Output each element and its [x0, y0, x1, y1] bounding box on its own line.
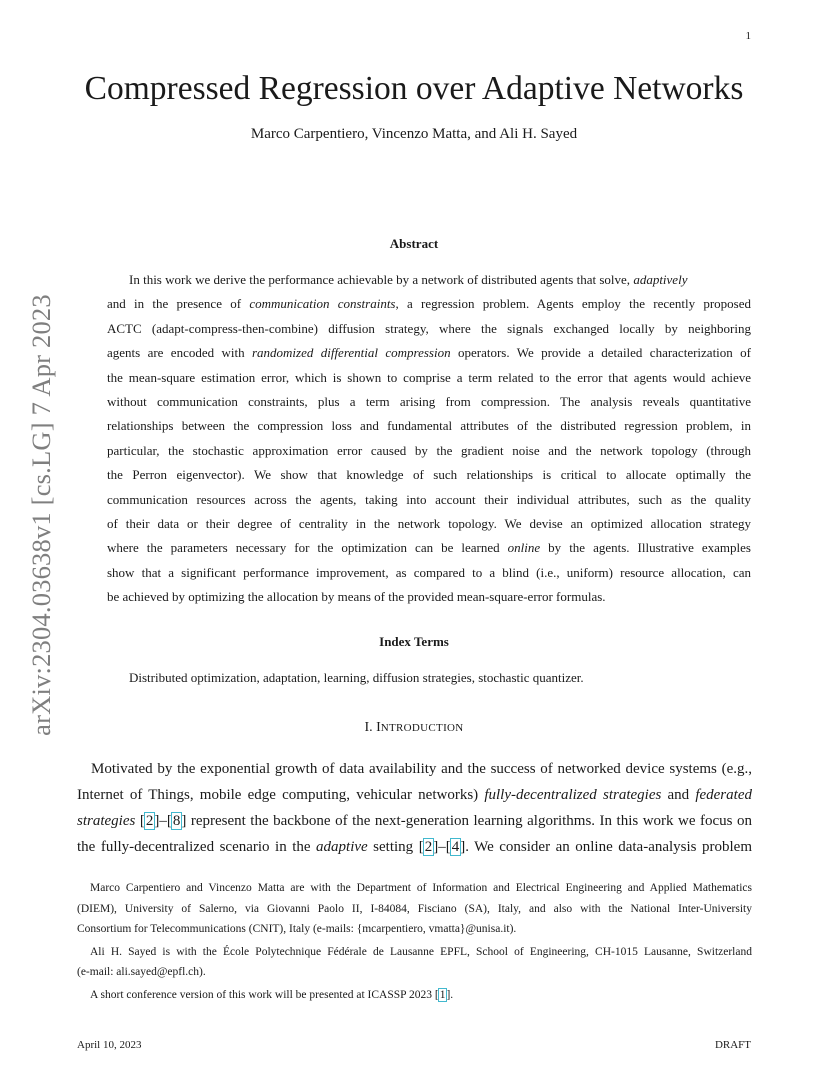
paper-title: Compressed Regression over Adaptive Networks [84, 70, 744, 107]
paper-authors: Marco Carpentiero, Vincenzo Matta, and Ali H. Sayed [250, 126, 578, 142]
abstract-line [107, 268, 751, 292]
citation-link[interactable]: 2 [145, 813, 154, 829]
abstract-text: , a regression problem. Agents employ the recently proposed [395, 296, 751, 312]
abstract-body [107, 268, 751, 609]
arxiv-identifier-stamp: arXiv:2304.03638v1 [cs.LG] 7 Apr 2023 [26, 294, 56, 736]
page-number: 1 [745, 30, 751, 42]
abstract-line: ACTC (adapt-compress-then-combine) diffusion strategy, where the signals exchanged locally by neighboring [107, 320, 751, 336]
intro-emphasis: strategies [77, 813, 136, 829]
abstract-line: communication resources across the agents, taking into account their individual attributes, such as the quality [107, 491, 751, 507]
intro-emphasis: fully-decentralized strategies [484, 787, 662, 803]
abstract-line: be achieved by optimizing the allocation by means of the provided mean-square-error formulas. [107, 589, 606, 605]
index-terms-heading: Index Terms [379, 634, 449, 649]
abstract-emphasis: online [507, 540, 541, 556]
footnote-line: (DIEM), University of Salerno, via Giovanni Paolo II, I-84084, Fisciano (SA), Italy, and also with the National Inter-University [77, 902, 752, 915]
footnote-line: Marco Carpentiero and Vincenzo Matta are with the Department of Information and Electrical Engineering and Applied Mathematics [90, 882, 752, 894]
intro-line [77, 782, 752, 808]
abstract-line [107, 341, 751, 365]
abstract-line [107, 536, 751, 560]
footer-draft-label: DRAFT [714, 1039, 751, 1051]
abstract-text: by the agents. Illustrative examples [540, 540, 751, 556]
intro-emphasis: federated [695, 787, 752, 803]
footnote-text: A short conference version of this work will be presented at ICASSP 2023 [90, 988, 435, 1001]
abstract-line: of their data or their degree of centrality in the network topology. We devise an optimized allocation strategy [107, 515, 751, 531]
section-heading-introduction [0, 720, 828, 736]
section-title-smallcaps: NTRODUCTION [380, 722, 464, 734]
abstract-text: agents are encoded with [107, 345, 252, 361]
abstract-line: the mean-square estimation error, which is shown to comprise a term related to the error that agents would achieve [107, 369, 751, 385]
footnotes [77, 878, 752, 1005]
abstract-text: and in the presence of [107, 296, 250, 312]
footnote-line: (e-mail: ali.sayed@epfl.ch). [77, 966, 206, 978]
intro-line: Motivated by the exponential growth of data availability and the success of networked device systems (e.g., [91, 761, 752, 777]
intro-text: – [159, 813, 167, 829]
citation-link[interactable]: 8 [172, 813, 181, 829]
abstract-emphasis: randomized differential compression [251, 345, 451, 361]
abstract-text: In this work we derive the performance achievable by a network of distributed agents that solve, [129, 272, 634, 287]
section-numeral: I. I [364, 720, 381, 735]
abstract-line [107, 292, 751, 316]
intro-line: strategies [2]–[8] represent the backbone of the next-generation learning algorithms. In this work we focus on [77, 813, 752, 829]
abstract-line: show that a significant performance improvement, as compared to a blind (i.e., uniform) resource allocation, can [107, 564, 751, 580]
intro-text [135, 813, 140, 829]
abstract-line: relationships between the compression loss and fundamental attributes of the distributed regression problem, in [107, 418, 751, 434]
footer-date: April 10, 2023 [77, 1039, 142, 1051]
footnote-text: . [450, 988, 454, 1001]
citation-link[interactable]: 1 [439, 988, 446, 1001]
intro-text: represent the backbone of the next-generation learning algorithms. In this work we focus on [186, 813, 752, 829]
intro-text: Internet of Things, mobile edge computing, vehicular networks) [77, 787, 485, 803]
citation-link[interactable]: 2 [424, 839, 433, 855]
intro-text: the fully-decentralized scenario in the [77, 839, 317, 855]
abstract-emphasis: adaptively [633, 272, 688, 287]
abstract-text: operators. We provide a detailed characterization of [450, 345, 751, 361]
footnote-line: Ali H. Sayed is with the École Polytechnique Fédérale de Lausanne EPFL, School of Engineering, CH-1015 Lausanne, Switzerland [90, 945, 752, 958]
intro-text: and [661, 787, 696, 803]
abstract-heading: Abstract [389, 236, 439, 251]
abstract-line: without communication constraints, plus a term arising from compression. The analysis reveals quantitative [107, 393, 751, 409]
introduction-body [77, 756, 752, 860]
intro-text: setting [367, 839, 419, 855]
intro-line: the fully-decentralized scenario in the adaptive setting [2]–[4]. We consider an online data-analysis problem [77, 839, 753, 855]
index-terms-text: Distributed optimization, adaptation, learning, diffusion strategies, stochastic quantizer. [129, 670, 584, 685]
footnote-line: Consortium for Telecommunications (CNIT), Italy (e-mails: {mcarpentiero, vmatta}@unisa.it). [77, 923, 517, 935]
footnote-line: A short conference version of this work will be presented at ICASSP 2023 [1]. [90, 988, 454, 1001]
citation-link[interactable]: 4 [451, 839, 460, 855]
intro-text: – [438, 839, 446, 855]
abstract-line: particular, the stochastic approximation error caused by the gradient noise and the network topology (through [107, 442, 751, 458]
intro-text: . We consider an online data-analysis problem [465, 839, 753, 855]
abstract-line: the Perron eigenvector). We show that knowledge of such relationships is critical to allocate optimally the [107, 467, 751, 483]
intro-emphasis: adaptive [316, 839, 368, 855]
abstract-text: where the parameters necessary for the optimization can be learned [107, 540, 508, 556]
abstract-emphasis: communication constraints [249, 296, 396, 312]
